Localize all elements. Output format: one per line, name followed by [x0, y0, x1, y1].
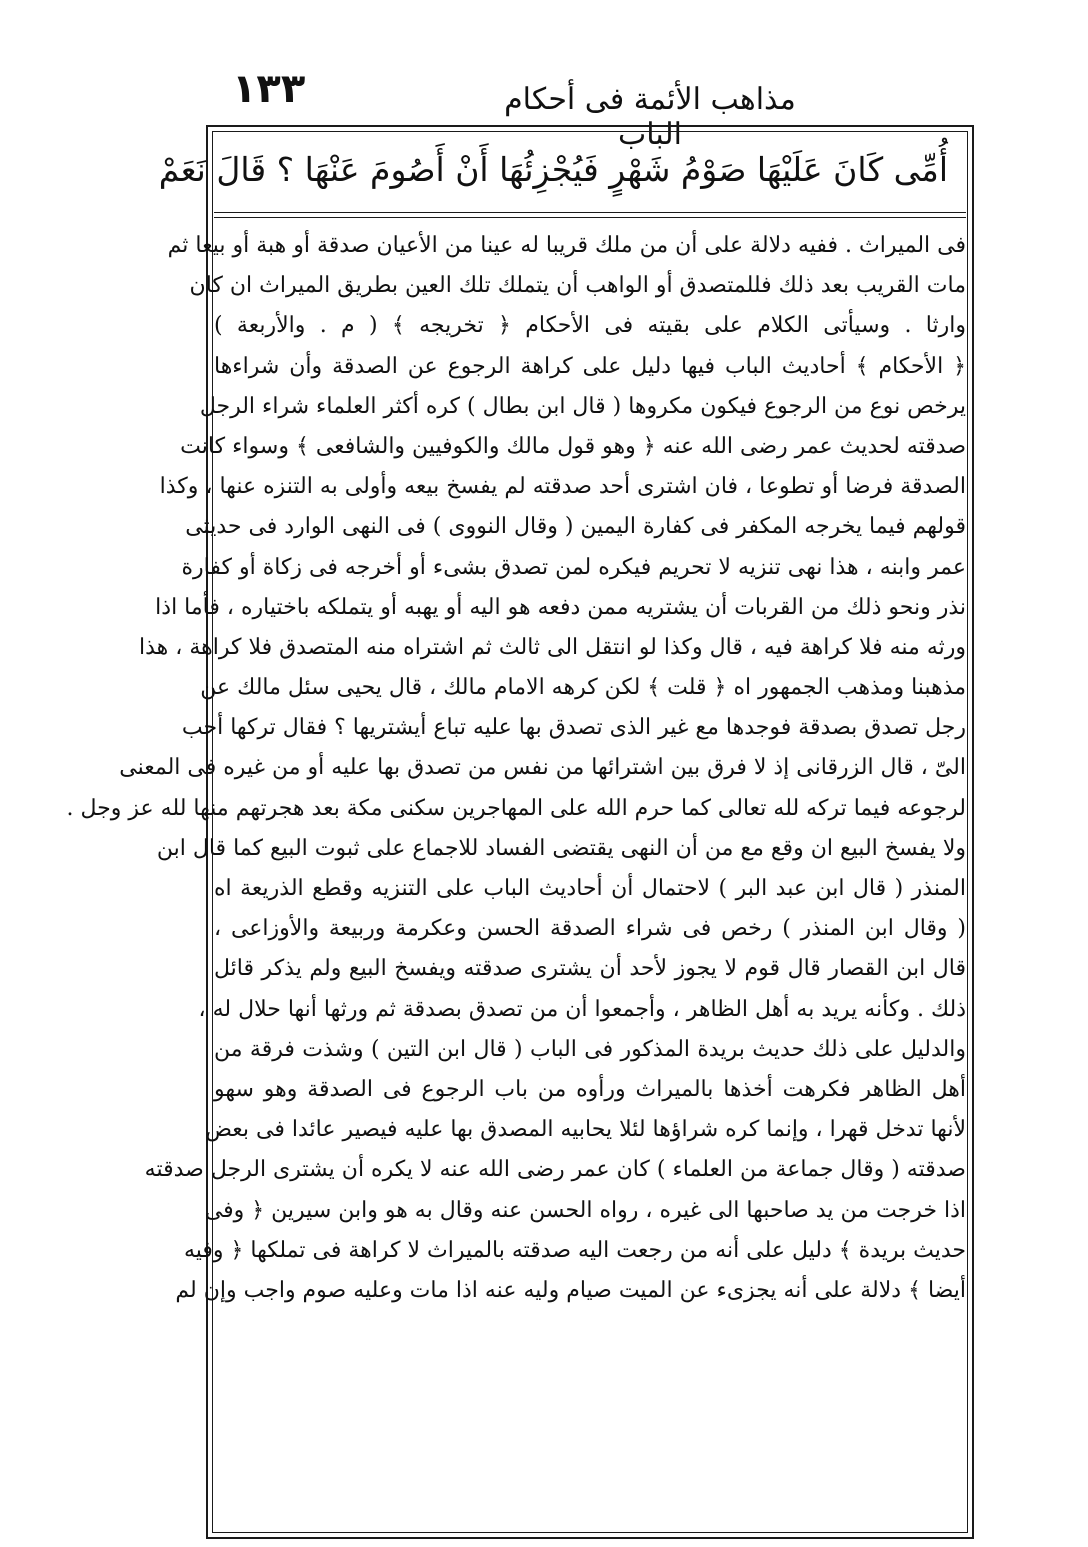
body-line: ( وقال ابن المنذر ) رخص فى شراء الصدقة الحسن وعكرمة وربيعة والأوزاعى ، — [214, 916, 966, 942]
body-line: ورثه منه فلا كراهة فيه ، قال وكذا لو انتقل الى ثالث ثم اشتراه منه المتصدق فلا كراهة ، هذا — [139, 634, 966, 660]
body-line: حديث بريدة ﴾ دليل على أنه من رجعت اليه صدقته بالميراث لا كراهة فى تملكها ﴿ وفيه — [183, 1237, 966, 1263]
body-line: فى الميراث . ففيه دلالة على أن من ملك قريبا له عينا من الأعيان صدقة أو هبة أو بيعا ثم — [167, 233, 966, 258]
body-line: أيضا ﴾ دلالة على أنه يجزىء عن الميت صيام وليه عنه اذا مات وعليه صوم واجب وإن لم — [175, 1277, 966, 1303]
running-title: مذاهب الأئمة فى أحكام الباب — [504, 82, 796, 152]
hadith-text-line: أُمِّى كَانَ عَلَيْهَا صَوْمُ شَهْرٍ فَيُجْزِئُهَا أَنْ أَصُومَ عَنْهَا ؟ قَالَ نَعَمْ — [158, 150, 948, 189]
body-line: صدقته ( وقال جماعة من العلماء ) كان عمر رضى الله عنه لا يكره أن يشترى الرجل صدقته — [144, 1157, 966, 1183]
body-line: لأنها تدخل قهرا ، وإنما كره شراؤها لئلا يحابيه المصدق بها عليه فيصير عائدا فى بعض — [205, 1117, 966, 1143]
body-line: مات القريب بعد ذلك فللمتصدق أو الواهب أن يتملك تلك العين بطريق الميراث ان كان — [189, 273, 966, 299]
body-line: الصدقة فرضا أو تطوعا ، فان اشترى أحد صدقته لم يفسخ بيعه وأولى به التنزه عنها ، وكذا — [159, 474, 966, 500]
body-line: قولهم فيما يخرجه المكفر فى كفارة اليمين ( وقال النووى ) فى النهى الوارد فى حديثى — [185, 514, 966, 540]
body-line: والدليل على ذلك حديث بريدة المذكور فى الباب ( قال ابن التين ) وشذت فرقة من — [214, 1036, 966, 1062]
body-line: الىّ ، قال الزرقانى إذ لا فرق بين اشترائها من نفس من تصدق بها عليه أو من غيره فى المعنى — [119, 755, 966, 781]
body-line: مذهبنا ومذهب الجمهور اه ﴿ قلت ﴾ لكن كرهه الامام مالك ، قال يحيى سئل مالك عن — [200, 675, 966, 701]
body-line: أهل الظاهر فكرهت أخذها بالميراث ورأوه من باب الرجوع فى الصدقة وهو سهو — [214, 1076, 966, 1102]
body-line: لرجوعه فيما تركه لله تعالى كما حرم الله على المهاجرين سكنى مكة بعد هجرتهم منها لله عز وجل . — [66, 795, 966, 821]
body-line: وارثا . وسيأتى الكلام على بقيته فى الأحكام ﴿ تخريجه ﴾ ( م . والأربعة ) — [214, 313, 966, 339]
commentary-body — [66, 226, 967, 1311]
body-line: عمر وابنه ، هذا نهى تنزيه لا تحريم فيكره لمن تصدق بشىء أو أخرجه فى زكاة أو كفارة — [181, 554, 966, 580]
body-line: المنذر ( قال ابن عبد البر ) لاحتمال أن أحاديث الباب على التنزيه وقطع الذريعة اه — [214, 876, 966, 901]
divider-double-rule — [214, 212, 966, 218]
body-line: يرخص نوع من الرجوع فيكون مكروها ( قال ابن بطال ) كره أكثر العلماء شراء الرجل — [199, 393, 966, 419]
body-line: ﴿ الأحكام ﴾ أحاديث الباب فيها دليل على كراهة الرجوع عن الصدقة وأن شراءها — [214, 353, 967, 379]
body-line: نذر ونحو ذلك من القربات أن يشتريه ممن دفعه هو اليه أو يهبه أو يتملكه باختياره ، فأما اذا — [155, 594, 966, 620]
body-line: ذلك . وكأنه يريد به أهل الظاهر ، وأجمعوا أن من تصدق بصدقة ثم ورثها أنها حلال له ، — [198, 996, 966, 1022]
body-line: ولا يفسخ البيع ان وقع مع من أن النهى يقتضى الفساد للاجماع على ثبوت البيع كما قال ابن — [156, 835, 966, 861]
body-line: رجل تصدق بصدقة فوجدها مع غير الذى تصدق بها عليه تباع أيشتريها ؟ فقال تركها أحب — [181, 715, 966, 741]
body-line: قال ابن القصار قال قوم لا يجوز لأحد أن يشترى صدقته ويفسخ البيع ولم يذكر قائل — [214, 956, 966, 982]
page-number: ١٣٣ — [232, 66, 306, 112]
body-line: اذا خرجت من يد صاحبها الى غيره ، رواه الحسن عنه وقال به هو وابن سيرين ﴿ وفى — [204, 1197, 966, 1223]
body-line: صدقته لحديث عمر رضى الله عنه ﴿ وهو قول مالك والكوفيين والشافعى ﴾ وسواء كانت — [180, 433, 966, 459]
